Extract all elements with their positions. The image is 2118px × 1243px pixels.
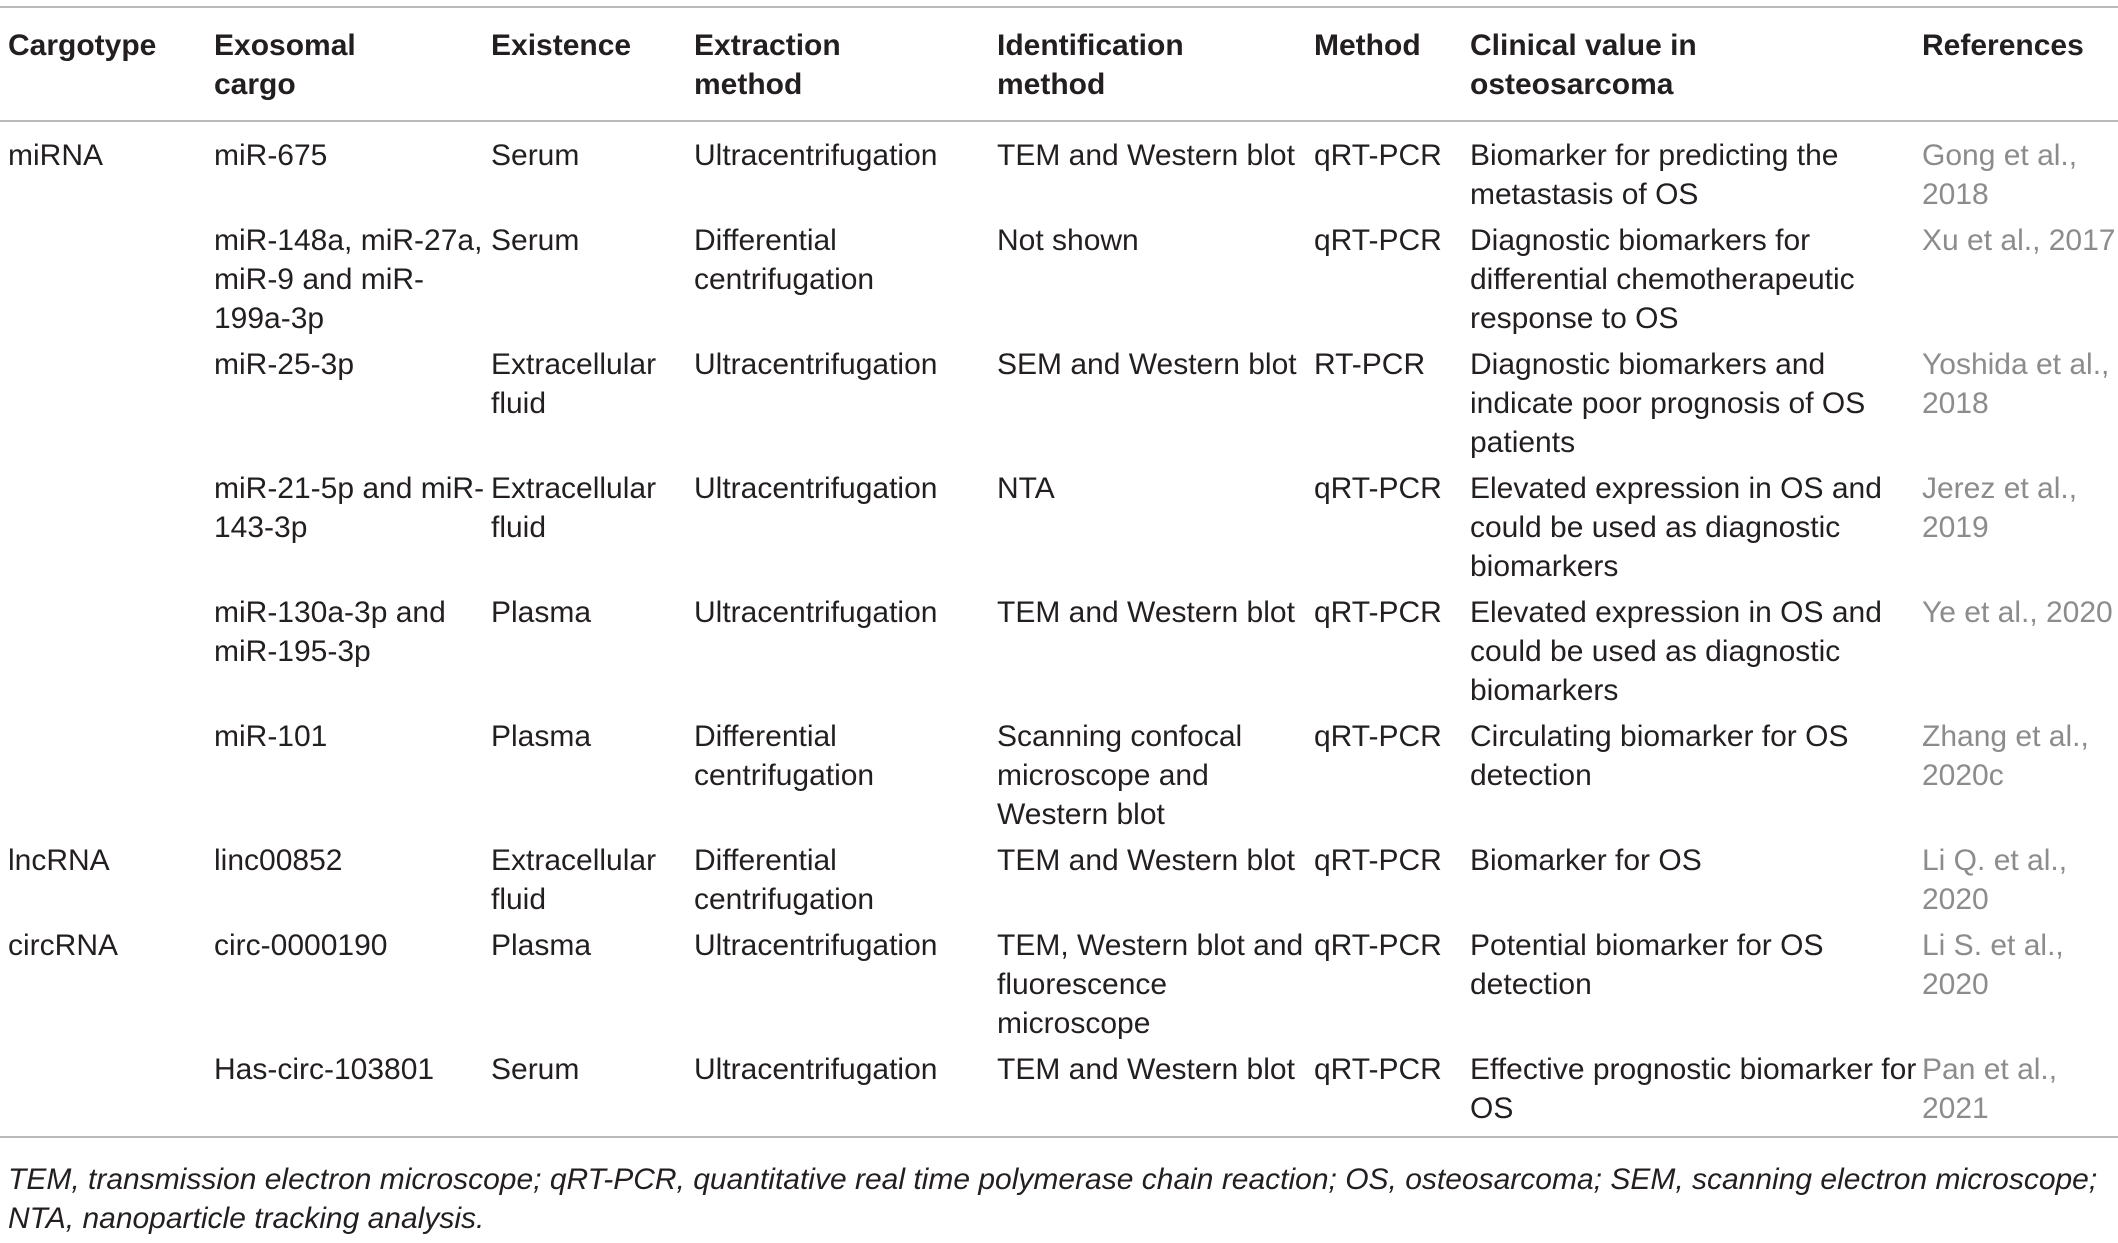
- cell-identification-method: TEM, Western blot and fluorescence microscope: [997, 929, 1304, 1040]
- cell-cargotype: [0, 465, 214, 589]
- cell-extraction-method: Ultracentrifugation: [694, 348, 938, 381]
- cell-method: qRT-PCR: [1314, 224, 1442, 257]
- cell-cargotype: circRNA: [8, 929, 118, 962]
- header-cargotype: [0, 8, 214, 120]
- cell-reference[interactable]: Xu et al., 2017: [1922, 224, 2116, 257]
- header-label-line: method: [694, 68, 803, 101]
- cell-identification-method: TEM and Western blot: [997, 139, 1295, 172]
- cell-method: qRT-PCR: [1314, 720, 1442, 753]
- header-identification-method: [997, 8, 1304, 120]
- cell-existence: Extracellular fluid: [491, 844, 657, 916]
- header-label-line: cargo: [214, 68, 296, 101]
- header-label-line: Clinical value in: [1470, 29, 1697, 62]
- header-label-line: method: [997, 68, 1106, 101]
- cell-exosomal-cargo: Has-circ-103801: [214, 1053, 435, 1086]
- cell-method: qRT-PCR: [1314, 596, 1442, 629]
- cell-existence: Serum: [491, 224, 580, 257]
- cell-extraction-method: Ultracentrifugation: [694, 596, 938, 629]
- header-exosomal-cargo: [214, 8, 491, 120]
- cell-cargotype: miRNA: [8, 139, 103, 172]
- cell-clinical-value: Biomarker for OS: [1470, 844, 1702, 877]
- cell-method: qRT-PCR: [1314, 472, 1442, 505]
- header-label-line: References: [1922, 29, 2084, 62]
- cell-clinical-value: Diagnostic biomarkers and indicate poor prognosis of OS patients: [1470, 348, 1866, 459]
- header-method: [1304, 8, 1470, 120]
- cell-exosomal-cargo: miR-675: [214, 139, 328, 172]
- exosomal-cargo-table: [0, 8, 2118, 120]
- table-header: [0, 8, 2118, 120]
- cell-existence: Extracellular fluid: [491, 472, 657, 544]
- cell-reference[interactable]: Jerez et al., 2019: [1922, 472, 2078, 544]
- header-label-line: osteosarcoma: [1470, 68, 1674, 101]
- table-row: [0, 589, 2118, 713]
- cell-reference[interactable]: Li S. et al., 2020: [1922, 929, 2064, 1001]
- cell-reference[interactable]: Yoshida et al., 2018: [1922, 348, 2110, 420]
- header-label-line: Method: [1314, 29, 1421, 62]
- table-row: [0, 465, 2118, 589]
- cell-clinical-value: Effective prognostic biomarker for OS: [1470, 1053, 1917, 1125]
- header-label-line: Exosomal: [214, 29, 356, 62]
- header-references: [1922, 8, 2118, 120]
- table-row: [0, 341, 2118, 465]
- cell-identification-method: TEM and Western blot: [997, 596, 1295, 629]
- exosomal-cargo-table-body: [0, 122, 2118, 1136]
- cell-cargotype: [0, 713, 214, 837]
- cell-existence: Plasma: [491, 929, 592, 962]
- header-existence: [491, 8, 694, 120]
- cell-method: qRT-PCR: [1314, 929, 1442, 962]
- cell-cargotype: [0, 1046, 214, 1136]
- header-label-line: Existence: [491, 29, 632, 62]
- table-row: [0, 1046, 2118, 1136]
- cell-identification-method: TEM and Western blot: [997, 844, 1295, 877]
- table-row: [0, 922, 2118, 1046]
- table-body: [0, 122, 2118, 1136]
- cell-clinical-value: Elevated expression in OS and could be used as diagnostic biomarkers: [1470, 596, 1882, 707]
- cell-identification-method: Not shown: [997, 224, 1139, 257]
- cell-extraction-method: Ultracentrifugation: [694, 472, 938, 505]
- cell-reference[interactable]: Gong et al., 2018: [1922, 139, 2078, 211]
- cell-extraction-method: Differential centrifugation: [694, 720, 875, 792]
- cell-extraction-method: Ultracentrifugation: [694, 139, 938, 172]
- cell-method: qRT-PCR: [1314, 844, 1442, 877]
- table-row: [0, 837, 2118, 922]
- header-row: [0, 8, 2118, 120]
- cell-existence: Plasma: [491, 720, 592, 753]
- cell-clinical-value: Biomarker for predicting the metastasis of OS: [1470, 139, 1839, 211]
- cell-exosomal-cargo: linc00852: [214, 844, 343, 877]
- cell-clinical-value: Potential biomarker for OS detection: [1470, 929, 1824, 1001]
- cell-existence: Extracellular fluid: [491, 348, 657, 420]
- table-row: [0, 713, 2118, 837]
- cell-exosomal-cargo: circ-0000190: [214, 929, 388, 962]
- cell-clinical-value: Circulating biomarker for OS detection: [1470, 720, 1849, 792]
- cell-existence: Serum: [491, 139, 580, 172]
- cell-existence: Plasma: [491, 596, 592, 629]
- cell-clinical-value: Elevated expression in OS and could be used as diagnostic biomarkers: [1470, 472, 1882, 583]
- cell-exosomal-cargo: miR-130a-3p and miR-195-3p: [214, 596, 446, 668]
- header-label-line: Cargotype: [8, 29, 157, 62]
- cell-clinical-value: Diagnostic biomarkers for differential chemotherapeutic response to OS: [1470, 224, 1855, 335]
- cell-exosomal-cargo: miR-25-3p: [214, 348, 355, 381]
- cell-cargotype: [0, 341, 214, 465]
- cell-method: qRT-PCR: [1314, 139, 1442, 172]
- table-bottom-rule: [0, 1136, 2118, 1138]
- cell-identification-method: NTA: [997, 472, 1055, 505]
- cell-existence: Serum: [491, 1053, 580, 1086]
- data-table-container: [0, 6, 2118, 1138]
- header-extraction-method: [694, 8, 997, 120]
- cell-extraction-method: Differential centrifugation: [694, 224, 875, 296]
- cell-reference[interactable]: Ye et al., 2020: [1922, 596, 2113, 629]
- cell-exosomal-cargo: miR-148a, miR-27a, miR-9 and miR-199a-3p: [214, 224, 483, 335]
- table-row: [0, 122, 2118, 217]
- cell-reference[interactable]: Pan et al., 2021: [1922, 1053, 2058, 1125]
- cell-identification-method: TEM and Western blot: [997, 1053, 1295, 1086]
- cell-identification-method: Scanning confocal microscope and Western blot: [997, 720, 1243, 831]
- cell-exosomal-cargo: miR-101: [214, 720, 328, 753]
- header-label-line: Extraction: [694, 29, 841, 62]
- header-label-line: Identification: [997, 29, 1184, 62]
- cell-cargotype: [0, 589, 214, 713]
- cell-extraction-method: Ultracentrifugation: [694, 1053, 938, 1086]
- cell-extraction-method: Differential centrifugation: [694, 844, 875, 916]
- cell-extraction-method: Ultracentrifugation: [694, 929, 938, 962]
- header-clinical-value: [1470, 8, 1922, 120]
- cell-method: qRT-PCR: [1314, 1053, 1442, 1086]
- table-footnote: TEM, transmission electron microscope; qRT-PCR, quantitative real time polymerase chain reaction; OS, osteosarcoma; SEM, scanning electron microscope; NTA, nanoparticle tracking analysis.: [8, 1163, 2098, 1235]
- cell-exosomal-cargo: miR-21-5p and miR-143-3p: [214, 472, 485, 544]
- cell-reference[interactable]: Zhang et al., 2020c: [1922, 720, 2089, 792]
- cell-cargotype: lncRNA: [8, 844, 110, 877]
- cell-reference[interactable]: Li Q. et al., 2020: [1922, 844, 2068, 916]
- table-row: [0, 217, 2118, 341]
- cell-cargotype: [0, 217, 214, 341]
- cell-method: RT-PCR: [1314, 348, 1426, 381]
- cell-identification-method: SEM and Western blot: [997, 348, 1297, 381]
